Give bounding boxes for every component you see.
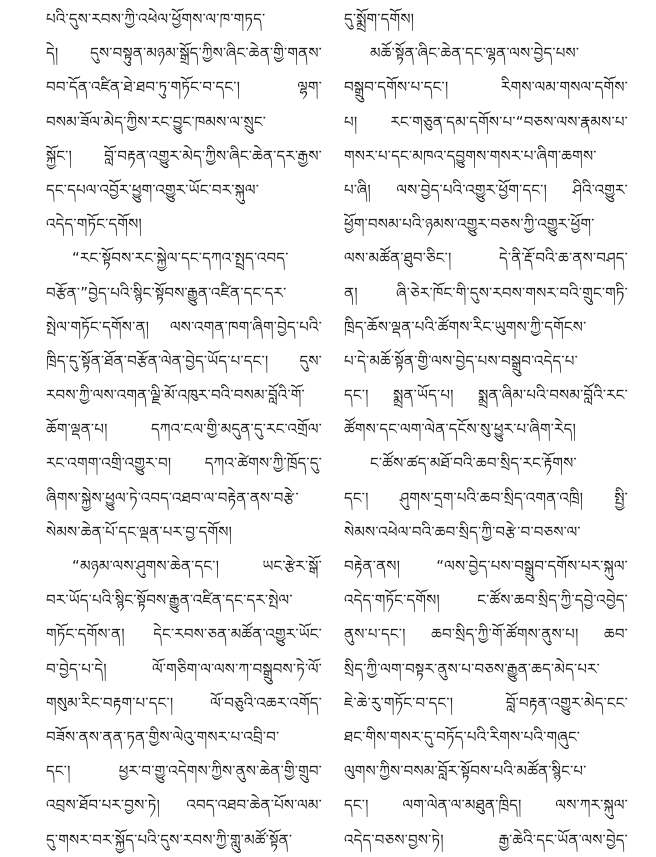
- text-line: སྐྱོང་། བློ་བརྟན་འགྱུར་མེད་ཀྱིས་ཞིང་ཆེན་དར་རྒྱས་: [46, 146, 322, 165]
- text-line: འདེད་གཏོང་དགོས། ང་ཚོས་ཆབ་སྲིད་ཀྱི་དབྱེ་འབྱེད་: [344, 591, 628, 610]
- text-line: པའི་དུས་རབས་ཀྱི་འཕེལ་ཕྱོགས་ལ་ཁ་གཏད་: [46, 10, 266, 28]
- text-line: བབ་དོན་འཛིན་ཐེ་ཐབ་ཏུ་གཏོང་བ་དང་། ལྷག་: [46, 78, 322, 97]
- text-line: འདེད་གཏོང་དགོས།: [46, 215, 142, 234]
- text-line: ན། ཞི་ཅེར་ཁོང་གི་དུས་རབས་གསར་བའི་གྲུང་གཏི་: [344, 283, 628, 302]
- text-line: ཞིགས་སྐྱེས་ཕྱུལ་ཏེ་འབད་འཐབ་ལ་བརྟེན་ནས་བརྩེ་: [46, 488, 299, 507]
- text-line: བསྒྲུབ་དགོས་པ་དང་། རིགས་ལམ་གསལ་དགོས་: [344, 78, 628, 97]
- text-line: བ་བྱེད་པ་དེ། ལོ་གཅིག་ལ་ལས་ཀ་བསྒྲུབས་ཏེ་ལོ་: [46, 659, 322, 678]
- text-line: པ། རང་གཅུན་དམ་དགོས་པ་“བཅས་ལས་རྣམས་པ་: [344, 112, 628, 131]
- text-line: འདེད་བཅས་བྱས་ཏེ། རྒྱ་ཆེའི་དང་ཡོན་ལས་བྱེད་: [344, 830, 628, 849]
- text-line: ཇེ་ཆེ་རུ་གཏོང་བ་དང་། བློ་བརྟན་འགྱུར་མེད་ངང་: [344, 693, 628, 712]
- text-line: དུ་གསར་བར་སྐྱོད་པའི་དུས་རབས་ཀྱི་གླུ་མཚོ་སྟོན་: [46, 830, 293, 849]
- text-line: ཕྱོག་བསམ་པའི་ཉམས་འགྱུར་བཅས་ཀྱི་འགྱུར་ཕྱོག་: [344, 215, 595, 234]
- text-line: དེ། དུས་བསྟུན་མཉམ་སྒྲོད་ཀྱིས་ཞིང་ཆེན་གྱི་གནས་: [46, 44, 322, 63]
- text-line: ཁྲིད་དུ་སྟོན་ཐོན་བརྩོན་ལེན་བྱེད་ཡོད་པ་དང་། དུས་: [46, 351, 322, 370]
- text-line: མཆོ་སྟོན་ཞིང་ཆེན་དང་ལྷན་ལས་བྱེད་པས་: [370, 44, 580, 63]
- text-line: སྤེལ་གཏོང་དགོས་ན། ལས་འགན་ཁག་ཞིག་བྱེད་པའི་: [46, 317, 322, 336]
- text-line: ལས་མཚོན་ཐུབ་ཅིང་། དེ་ནི་རྡོ་བའི་ཆ་ནས་བཤད་: [344, 249, 628, 268]
- text-line: གཏོང་དགོས་ན། དེང་རབས་ཅན་མཚོན་འགྱུར་ཡོང་: [46, 625, 322, 644]
- text-line: ང་ཚོས་ཚད་མཐོ་བའི་ཆབ་སྲིད་རང་རྟོགས་: [370, 454, 577, 473]
- left-text-column: [46, 2, 322, 857]
- text-line: དང་། ལག་ལེན་ལ་མཐུན་ཁྲིད། ལས་ཀར་སྐུལ་: [344, 796, 628, 815]
- text-line: བཟོས་ནས་ནན་ཏན་གྱིས་ལེའུ་གསར་པ་འབྲི་བ་: [46, 727, 280, 746]
- text-line: ཐང་གིས་གསར་དུ་བཏོད་པའི་རིགས་པའི་གཞུང་: [344, 727, 581, 746]
- text-line: སྲིད་ཀྱི་ལག་བསྟར་ནུས་པ་བཅས་རྒྱུན་ཆད་མེད་པར་: [344, 659, 601, 678]
- text-line: བར་ཡོད་པའི་སྙིང་སྟོབས་རྒྱུན་འཛིན་དང་དར་སྤེལ་: [46, 591, 293, 610]
- text-line: པ་ཞི། ལས་བྱེད་པའི་འགྱུར་ཕྱོག་དང་། ཤིའི་འགྱུར་: [344, 180, 628, 199]
- text-line: སེམས་ཆེན་པོ་དང་ལྡན་པར་བྱ་དགོས།: [46, 522, 233, 541]
- text-line: ཆོག་ལྡན་པ། དཀའ་ངལ་གྱི་མདུན་དུ་རང་འགྲོལ་: [46, 420, 322, 439]
- text-line: དང་དཔལ་འབྱོར་ཕྱུག་འགྱུར་ཡོང་བར་སྐུལ་: [46, 180, 260, 199]
- text-line: དང་། སྨྲན་ཡོད་པ། སྨྲན་ཞིམ་པའི་བསམ་བློའི་རང་: [344, 386, 628, 405]
- text-line: བརྟེན་ནས། “ལས་བྱེད་པས་བསྒྲུབ་དགོས་པར་སྐུལ་: [344, 557, 628, 575]
- text-line: “རང་སྟོབས་རང་སྐྱེལ་དང་དཀའ་སྤྲད་འབད་: [72, 249, 289, 268]
- text-line: ནུས་པ་དང་། ཆབ་སྲིད་ཀྱི་གོ་ཚོགས་ནུས་པ། ཆབ་: [344, 625, 628, 644]
- text-line: པ་དེ་མཆོ་སྟོན་གྱི་ལས་བྱེད་པས་བསྒྲུབ་འདེད་པ་: [344, 351, 578, 370]
- right-text-column: [344, 2, 628, 857]
- text-line: རང་འགག་འགྲི་འགྱུར་བ། དཀའ་ཚེགས་ཀྱི་ཁྲོད་དུ་: [46, 454, 322, 473]
- text-line: “མཉམ་ལས་ཤུགས་ཆེན་དང་། ཡང་རྩེར་སྒོ་: [72, 557, 322, 575]
- text-line: རབས་ཀྱི་ལས་འགན་ལྗི་མོ་འཁུར་བའི་བསམ་བློའི་གོ་: [46, 386, 305, 405]
- text-line: གསར་པ་དང་མཁའ་དབྱུགས་གསར་པ་ཞིག་ཆགས་: [344, 146, 597, 165]
- text-line: སེམས་འཕེལ་བའི་ཆབ་སྲིད་ཀྱི་བརྩེ་བ་བཅས་ལ་: [344, 522, 581, 541]
- text-line: གསུམ་རིང་བརྟག་པ་དང་། ལོ་བཅུའི་འཆར་འགོད་: [46, 693, 322, 712]
- text-line: དང་། ཤུགས་དྲག་པའི་ཆབ་སྲིད་འགན་འཁྲི། སྤྱི་: [344, 488, 628, 507]
- text-line: ཚོགས་དང་ལག་ལེན་དངོས་སུ་ཕྱུར་པ་ཞིག་རེད།: [344, 420, 577, 439]
- text-line: དུ་སྨྲོག་དགོས།: [344, 10, 415, 28]
- text-line: བརྩོན་”བྱེད་པའི་སྙིང་སྟོབས་རྒྱུན་འཛིན་དང་དར་: [46, 283, 287, 302]
- text-line: དང་། ཕྱར་བ་གྱུ་འདེགས་ཀྱིས་ནུས་ཆེན་གྱི་གྲུབ་: [46, 762, 322, 781]
- text-line: འབྲས་ཐོབ་པར་བྱས་ཏེ། འབད་འཐབ་ཆེན་པོས་ལམ་: [46, 796, 322, 815]
- text-line: བསམ་ཟོལ་མེད་ཀྱིས་རང་བྱུང་ཁམས་ལ་སྲུང་: [46, 112, 267, 131]
- text-line: ལུགས་ཀྱིས་བསམ་བློར་སྟོབས་པའི་མཚོན་སྙིང་པ་: [344, 762, 587, 781]
- text-line: ཁྲིད་ཆོས་ལྡན་པའི་ཚོགས་རིང་ཡུགས་ཀྱི་དགོངས་: [344, 317, 587, 336]
